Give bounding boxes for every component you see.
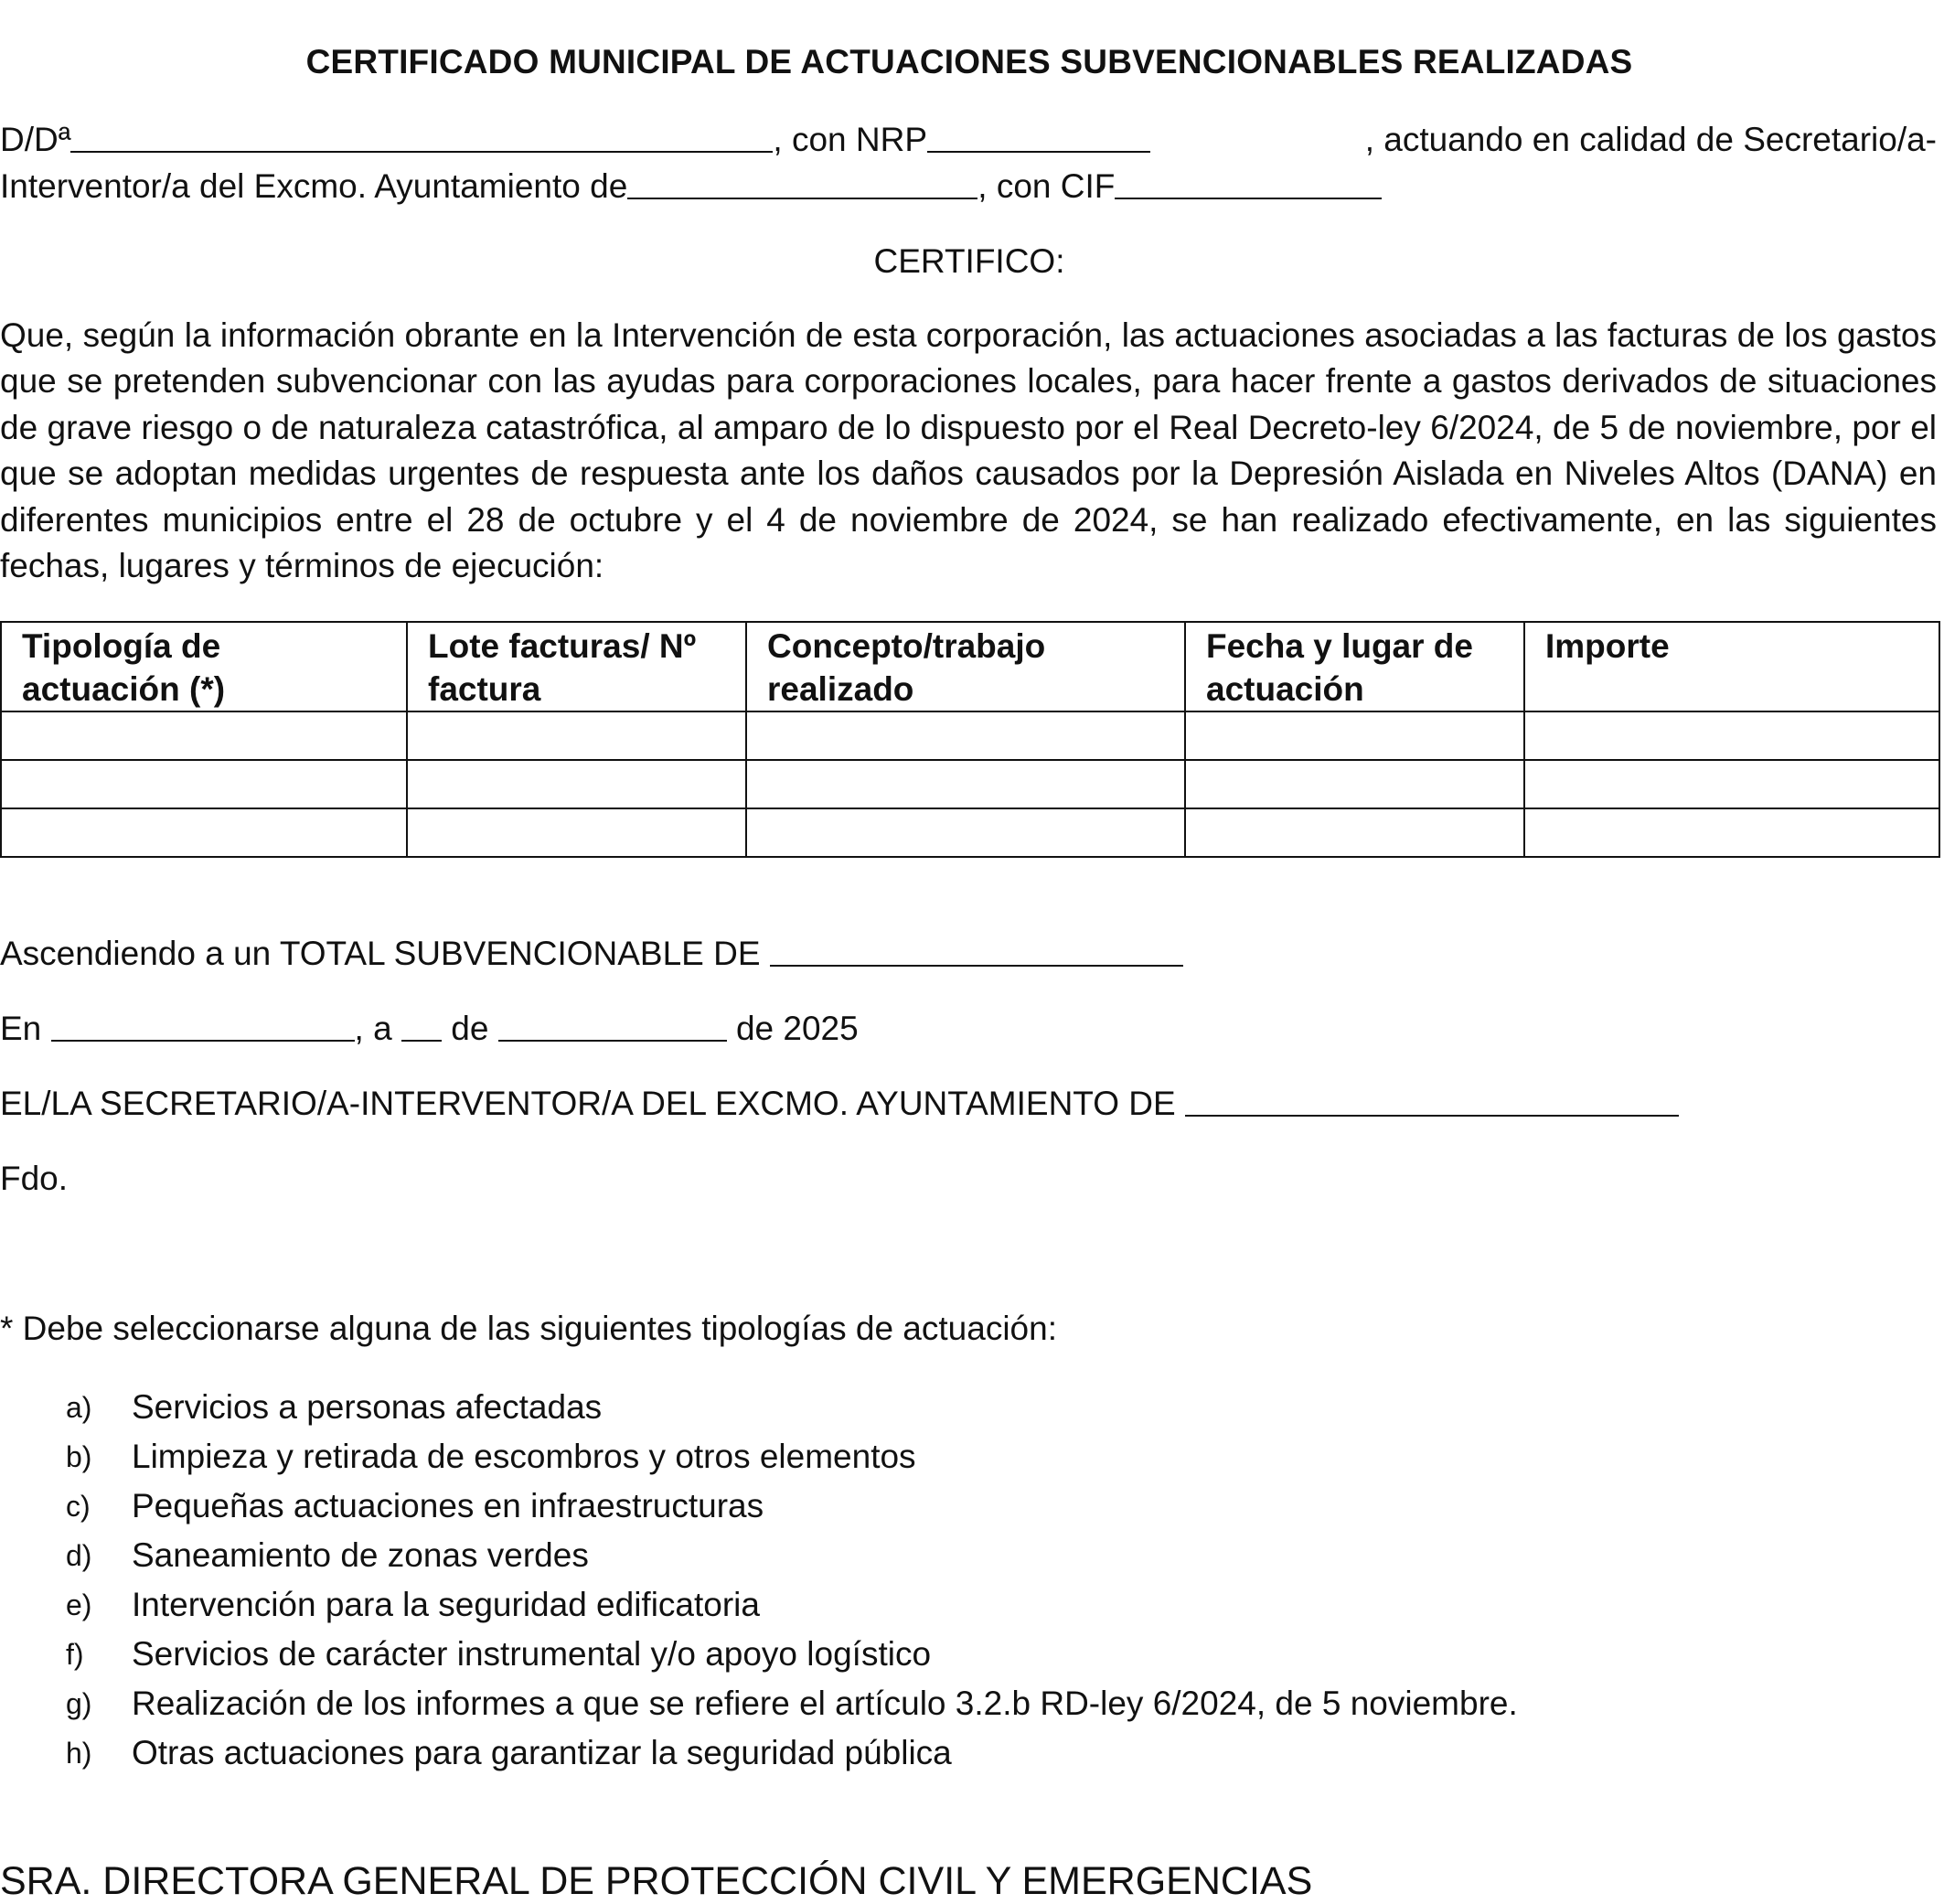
table-cell[interactable] bbox=[1, 808, 407, 857]
list-item-letter: f) bbox=[66, 1638, 84, 1671]
day-blank-field[interactable] bbox=[401, 1006, 442, 1042]
table-row bbox=[1, 711, 1939, 760]
intro-con-nrp: , con NRP bbox=[773, 121, 928, 158]
list-item-letter: b) bbox=[66, 1440, 92, 1473]
month-blank-field[interactable] bbox=[498, 1006, 727, 1042]
list-item-letter: d) bbox=[66, 1539, 92, 1572]
header-importe: Importe bbox=[1524, 622, 1939, 711]
place-blank-field[interactable] bbox=[51, 1006, 355, 1042]
table-cell[interactable] bbox=[746, 711, 1185, 760]
year-label: de 2025 bbox=[735, 1010, 859, 1047]
table-cell[interactable] bbox=[1524, 760, 1939, 808]
table-cell[interactable] bbox=[1, 711, 407, 760]
table-cell[interactable] bbox=[746, 760, 1185, 808]
table-cell[interactable] bbox=[407, 711, 746, 760]
list-item-letter: g) bbox=[66, 1687, 92, 1720]
table-cell[interactable] bbox=[1185, 711, 1524, 760]
signer-ayuntamiento-blank-field[interactable] bbox=[1185, 1081, 1679, 1117]
tipologias-note: * Debe seleccionarse alguna de las siguientes tipologías de actuación: bbox=[0, 1310, 1057, 1347]
total-blank-field[interactable] bbox=[770, 931, 1183, 967]
table-cell[interactable] bbox=[407, 808, 746, 857]
intro-line-2 bbox=[0, 163, 1937, 209]
signature-label: Fdo. bbox=[0, 1160, 69, 1197]
body-paragraph: Que, según la información obrante en la Intervención de esta corporación, las actuaciones asociadas a las facturas de los gastos que se pretenden subvencionar con las ayudas para corporaciones locales, para hacer frente a gastos derivados de situaciones de grave riesgo o de naturaleza catastrófica, al amparo de lo dispuesto por el Real Decreto-ley 6/2024, de 5 de noviembre, por el que se adoptan medidas urgentes de respuesta ante los daños causados por la Depresión Aislada en Niveles Altos (DANA) en diferentes municipios entre el 28 de octubre y el 4 de noviembre de 2024, se han realizado efectivamente, en las siguientes fechas, lugares y términos de ejecución: bbox=[0, 316, 1937, 585]
intro-actuando: , actuando en calidad de Secretario/a- bbox=[1364, 121, 1937, 158]
table-cell[interactable] bbox=[1524, 808, 1939, 857]
month-de-label: de bbox=[451, 1010, 489, 1047]
intro-line-1 bbox=[0, 116, 1937, 163]
intro-lead: D/Dª bbox=[0, 121, 71, 158]
list-item-letter: h) bbox=[66, 1737, 92, 1770]
table-header-row bbox=[1, 622, 1939, 711]
header-lote-facturas: Lote facturas/ Nº factura bbox=[407, 622, 746, 711]
table-cell[interactable] bbox=[1185, 760, 1524, 808]
day-a-label: , a bbox=[354, 1010, 392, 1047]
intro-con-cif: , con CIF bbox=[977, 167, 1116, 205]
list-item-text: Realización de los informes a que se refiere el artículo 3.2.b RD-ley 6/2024, de 5 noviembre. bbox=[132, 1685, 1518, 1722]
list-item-text: Limpieza y retirada de escombros y otros elementos bbox=[132, 1438, 916, 1475]
header-tipologia: Tipología de actuación (*) bbox=[1, 622, 407, 711]
signer-line bbox=[0, 1081, 1679, 1126]
table-cell[interactable] bbox=[746, 808, 1185, 857]
list-item-text: Intervención para la seguridad edificatoria bbox=[132, 1586, 760, 1623]
table-row bbox=[1, 808, 1939, 857]
certifico-heading: CERTIFICO: bbox=[873, 242, 1065, 280]
document-title: CERTIFICADO MUNICIPAL DE ACTUACIONES SUBVENCIONABLES REALIZADAS bbox=[305, 43, 1633, 80]
table-cell[interactable] bbox=[1185, 808, 1524, 857]
intro-paragraph bbox=[0, 116, 1937, 209]
signer-label: EL/LA SECRETARIO/A-INTERVENTOR/A DEL EXCMO. AYUNTAMIENTO DE bbox=[0, 1085, 1176, 1122]
list-item-text: Servicios a personas afectadas bbox=[132, 1388, 603, 1426]
ayuntamiento-blank-field[interactable] bbox=[627, 164, 977, 199]
recipient-line: SRA. DIRECTORA GENERAL DE PROTECCIÓN CIVIL Y EMERGENCIAS bbox=[0, 1859, 1313, 1903]
header-concepto: Concepto/trabajo realizado bbox=[746, 622, 1185, 711]
table-cell[interactable] bbox=[1524, 711, 1939, 760]
place-date-line bbox=[0, 1006, 859, 1051]
list-item-letter: c) bbox=[66, 1490, 91, 1523]
table-cell[interactable] bbox=[407, 760, 746, 808]
list-item-text: Pequeñas actuaciones en infraestructuras bbox=[132, 1487, 764, 1524]
place-en-label: En bbox=[0, 1010, 42, 1047]
table-row bbox=[1, 760, 1939, 808]
nrp-blank-field[interactable] bbox=[927, 117, 1150, 153]
list-item-letter: e) bbox=[66, 1588, 92, 1621]
list-item-letter: a) bbox=[66, 1391, 92, 1424]
total-line bbox=[0, 931, 1183, 976]
cif-blank-field[interactable] bbox=[1115, 164, 1382, 199]
header-fecha-lugar: Fecha y lugar de actuación bbox=[1185, 622, 1524, 711]
actions-table bbox=[0, 621, 1940, 858]
table-cell[interactable] bbox=[1, 760, 407, 808]
list-item-text: Servicios de carácter instrumental y/o apoyo logístico bbox=[132, 1635, 932, 1673]
list-item-text: Saneamiento de zonas verdes bbox=[132, 1536, 589, 1574]
name-blank-field[interactable] bbox=[70, 117, 773, 153]
intro-interventor: Interventor/a del Excmo. Ayuntamiento de bbox=[0, 167, 628, 205]
list-item-text: Otras actuaciones para garantizar la seguridad pública bbox=[132, 1734, 952, 1771]
name-entry bbox=[0, 116, 1150, 163]
total-label: Ascendiendo a un TOTAL SUBVENCIONABLE DE bbox=[0, 935, 761, 972]
